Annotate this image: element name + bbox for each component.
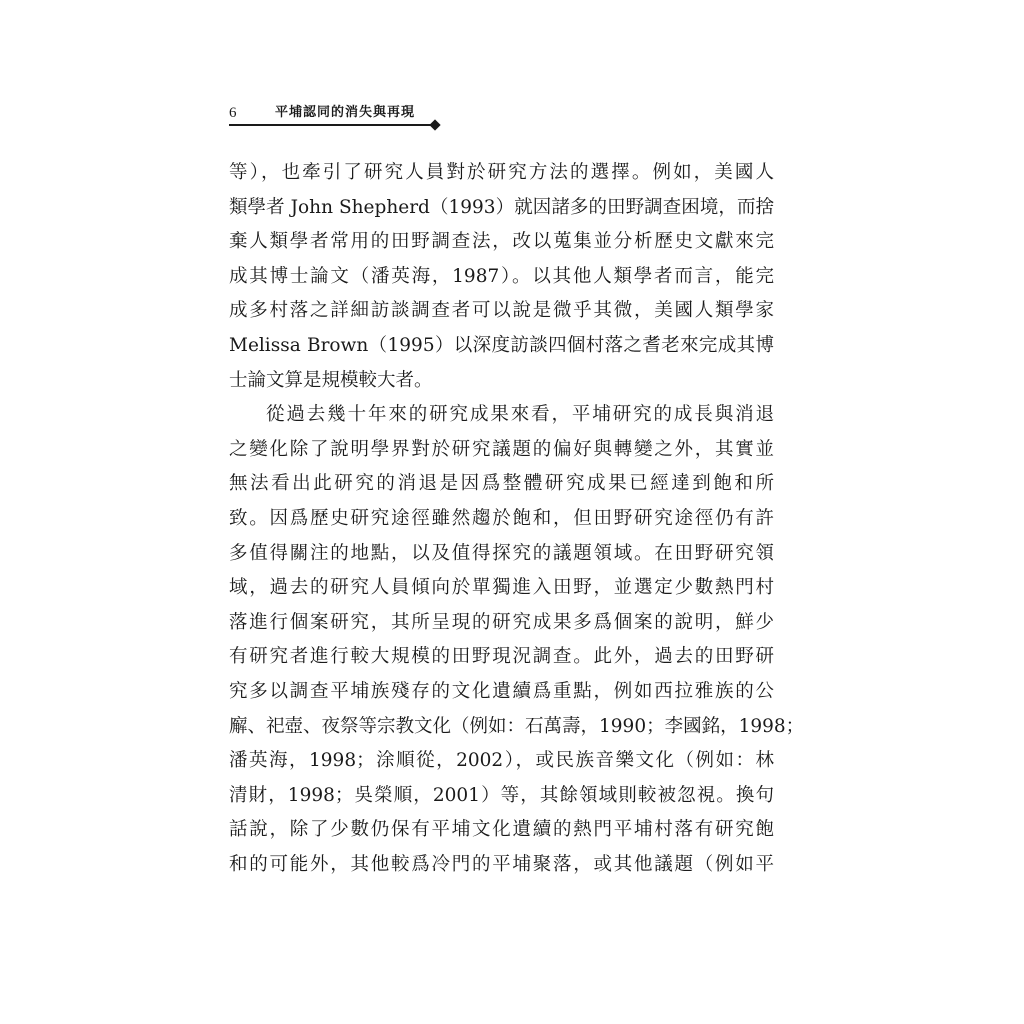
text-line: 有研究者進行較大規模的田野現況調查。此外，過去的田野研: [229, 646, 774, 668]
text-line: 和的可能外，其他較爲冷門的平埔聚落，或其他議題（例如平: [229, 853, 774, 875]
running-title: 平埔認同的消失與再現: [275, 105, 416, 120]
text-line: 落進行個案研究，其所呈現的研究成果多爲個案的說明，鮮少: [229, 611, 774, 633]
text-line: Melissa Brown（1995）以深度訪談四個村落之耆老來完成其博: [229, 334, 774, 356]
paragraph: [229, 156, 774, 398]
text-line: 等），也牽引了研究人員對於研究方法的選擇。例如，美國人: [229, 162, 774, 183]
text-line: 從過去幾十年來的研究成果來看，平埔研究的成長與消退: [266, 404, 774, 426]
text-line: 成其博士論文（潘英海，1987）。以其他人類學者而言，能完: [229, 265, 774, 287]
page-number: 6: [229, 105, 237, 121]
text-line: 究多以調查平埔族殘存的文化遺續爲重點，例如西拉雅族的公: [229, 680, 774, 702]
text-line: 士論文算是規模較大者。: [229, 369, 433, 391]
text-line: 域，過去的研究人員傾向於單獨進入田野，並選定少數熱門村: [229, 577, 774, 599]
header-rule: [229, 124, 435, 126]
body-text: [229, 156, 805, 882]
text-line: 話說，除了少數仍保有平埔文化遺續的熱門平埔村落有研究飽: [229, 819, 774, 841]
text-line: 棄人類學者常用的田野調查法，改以蒐集並分析歷史文獻來完: [229, 231, 774, 253]
text-line: 成多村落之詳細訪談調查者可以說是微乎其微，美國人類學家: [229, 300, 774, 322]
text-line: 清財，1998；吳榮順，2001）等，其餘領域則較被忽視。換句: [229, 784, 774, 806]
text-line: 致。因爲歷史研究途徑雖然趨於飽和，但田野研究途徑仍有許: [229, 507, 774, 529]
text-line: 之變化除了說明學界對於研究議題的偏好與轉變之外，其實並: [229, 438, 774, 460]
text-line: 無法看出此研究的消退是因爲整體研究成果已經達到飽和所: [229, 473, 774, 495]
text-line: 多值得關注的地點，以及值得探究的議題領域。在田野研究領: [229, 542, 774, 564]
running-header: [229, 104, 441, 126]
paragraph: [229, 398, 805, 882]
text-line: 廨、祀壺、夜祭等宗教文化（例如：石萬壽，1990；李國銘，1998；: [229, 715, 805, 737]
text-line: 類學者 John Shepherd（1993）就因諸多的田野調查困境，而捨: [229, 196, 774, 218]
text-line: 潘英海，1998；涂順從，2002），或民族音樂文化（例如：林: [229, 750, 774, 772]
diamond-ornament-icon: [429, 119, 440, 130]
